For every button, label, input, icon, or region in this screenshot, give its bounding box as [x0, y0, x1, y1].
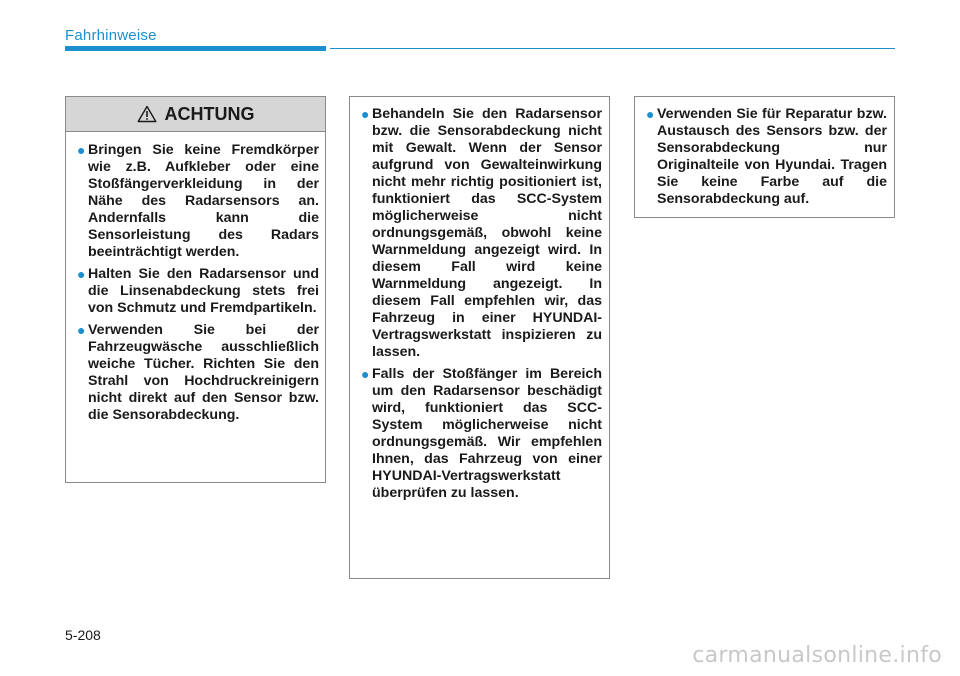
- list-item: ● Verwenden Sie bei der Fahrzeugwäsche ausschließlich weiche Tücher. Richten Sie den Strahl von Hochdruckreinigern nicht direkt auf den Sensor bzw. die Sensorabdeckung.: [77, 322, 319, 423]
- list-item: ● Falls der Stoßfänger im Bereich um den Radarsensor beschädigt wird, funktioniert das SCC-System möglicherweise nicht ordnungsgemäß. Wir empfehlen Ihnen, das Fahrzeug von einer HYUNDAI-Vertragswerkstatt überprüfen zu lassen.: [361, 366, 602, 501]
- header-rule-thick: [65, 46, 326, 51]
- list-item: ● Bringen Sie keine Fremdkörper wie z.B. Aufkleber oder eine Stoßfängerverkleidung in der Nähe des Radarsensors an. Andernfalls kann die Sensorleistung des Radars beeinträchtigt werden.: [77, 142, 319, 260]
- bullet-icon: ●: [361, 366, 370, 382]
- middle-box: [349, 96, 610, 579]
- list-item: ● Behandeln Sie den Radarsensor bzw. die Sensorabdeckung nicht mit Gewalt. Wenn der Sensor aufgrund von Gewalteinwirkung nicht mehr richtig positioniert ist, funktioniert das SCC-System möglicherweise nicht ordnungsgemäß, obwohl keine Warnmeldung angezeigt wird. In diesem Fall wird keine Warnmeldung angezeigt. In diesem Fall empfehlen wir, das Fahrzeug in einer HYUNDAI-Vertragswerkstatt inspizieren zu lassen.: [361, 106, 602, 360]
- caution-box: [65, 96, 326, 483]
- header-rule-thin: [330, 48, 895, 49]
- caution-list: [66, 132, 325, 424]
- bullet-icon: ●: [77, 322, 86, 338]
- bullet-icon: ●: [77, 266, 86, 282]
- page-number: 5-208: [65, 627, 101, 643]
- caution-box-header: [66, 97, 325, 132]
- middle-list: [350, 97, 609, 502]
- bullet-icon: ●: [77, 142, 86, 158]
- right-list: [635, 97, 894, 208]
- list-item: ● Verwenden Sie für Reparatur bzw. Austausch des Sensors bzw. der Sensorabdeckung nur Originalteile von Hyundai. Tragen Sie keine Farbe auf die Sensorabdeckung auf.: [646, 106, 887, 207]
- section-title: Fahrhinweise: [65, 27, 157, 44]
- watermark: carmanualsonline.info: [692, 643, 942, 668]
- right-box: [634, 96, 895, 218]
- caution-title: ACHTUNG: [164, 103, 255, 124]
- bullet-icon: ●: [646, 106, 655, 122]
- list-item: ● Halten Sie den Radarsensor und die Linsenabdeckung stets frei von Schmutz und Fremdpartikeln.: [77, 266, 319, 316]
- bullet-icon: ●: [361, 106, 370, 122]
- warning-triangle-icon: [137, 105, 157, 123]
